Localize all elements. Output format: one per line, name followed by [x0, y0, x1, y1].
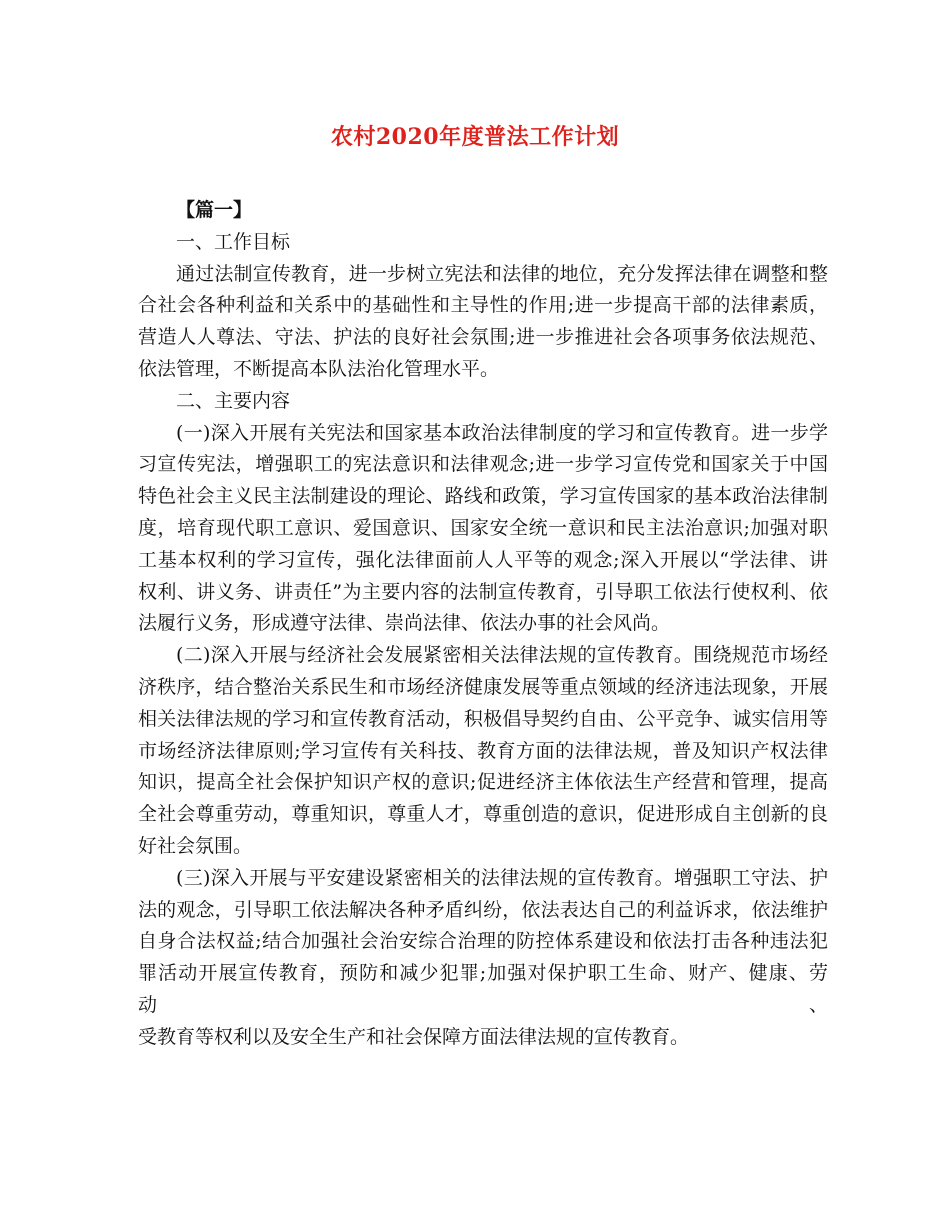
paragraph-line: 权利、讲义务、讲责任”为主要内容的法制宣传教育，引导职工依法行使权利、依: [138, 580, 828, 603]
paragraph-line: 相关法律法规的学习和宣传教育活动，积极倡导契约自由、公平竞争、诚实信用等: [138, 707, 828, 730]
paragraph-line: 法的观念，引导职工依法解决各种矛盾纠纷，依法表达自己的利益诉求，依法维护: [138, 898, 828, 921]
heading-goals: 一、工作目标: [176, 230, 291, 253]
paragraph-line: 济秩序，结合整治关系民生和市场经济健康发展等重点领域的经济违法现象，开展: [138, 675, 828, 698]
paragraph-line: 市场经济法律原则;学习宣传有关科技、教育方面的法律法规，普及知识产权法律: [138, 739, 828, 762]
paragraph-line: (三)深入开展与平安建设紧密相关的法律法规的宣传教育。增强职工守法、护: [176, 866, 828, 889]
document-body: [138, 195, 828, 1054]
paragraph-line: 知识，提高全社会保护知识产权的意识;促进经济主体依法生产经营和管理，提高: [138, 771, 828, 794]
paragraph-line: 好社会氛围。: [138, 834, 253, 857]
paragraph-line: 自身合法权益;结合加强社会治安综合治理的防控体系建设和依法打击各种违法犯: [138, 930, 828, 953]
paragraph-line: 通过法制宣传教育，进一步树立宪法和法律的地位，充分发挥法律在调整和整: [176, 262, 828, 285]
paragraph-line: (二)深入开展与经济社会发展紧密相关法律法规的宣传教育。围绕规范市场经: [176, 644, 828, 667]
paragraph-line: 合社会各种利益和关系中的基础性和主导性的作用;进一步提高干部的法律素质，: [138, 294, 828, 317]
paragraph-line: 依法管理，不断提高本队法治化管理水平。: [138, 357, 500, 380]
paragraph-line: 法履行义务，形成遵守法律、崇尚法律、依法办事的社会风尚。: [138, 612, 671, 635]
heading-content: 二、主要内容: [176, 389, 291, 412]
paragraph-line: 工基本权利的学习宣传，强化法律面前人人平等的观念;深入开展以“学法律、讲: [138, 548, 828, 571]
paragraph-line: 习宣传宪法，增强职工的宪法意识和法律观念;进一步学习宣传党和国家关于中国: [138, 453, 828, 476]
paragraph-line: 受教育等权利以及安全生产和社会保障方面法律法规的宣传教育。: [138, 1025, 690, 1048]
paragraph-line: 全社会尊重劳动，尊重知识，尊重人才，尊重创造的意识，促进形成自主创新的良: [138, 803, 828, 826]
section-tag: 【篇一】: [176, 199, 253, 221]
paragraph-line: 度，培育现代职工意识、爱国意识、国家安全统一意识和民主法治意识;加强对职: [138, 516, 828, 539]
document-title: 农村2020年度普法工作计划: [330, 124, 620, 150]
paragraph-line: 罪活动开展宣传教育，预防和减少犯罪;加强对保护职工生命、财产、健康、劳动、: [138, 962, 828, 1016]
paragraph-line: (一)深入开展有关宪法和国家基本政治法律制度的学习和宣传教育。进一步学: [176, 421, 828, 444]
paragraph-line: 营造人人尊法、守法、护法的良好社会氛围;进一步推进社会各项事务依法规范、: [138, 326, 828, 349]
paragraph-line: 特色社会主义民主法制建设的理论、路线和政策，学习宣传国家的基本政治法律制: [138, 485, 828, 508]
